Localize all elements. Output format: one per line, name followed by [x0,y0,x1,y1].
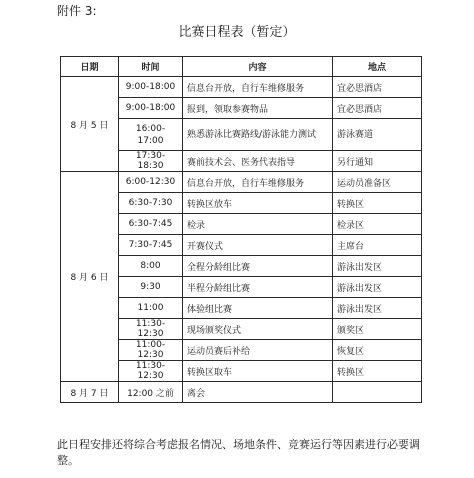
content-cell: 体验组比赛 [183,298,333,319]
location-cell: 游泳赛道 [333,119,422,151]
content-cell: 离会 [183,382,333,403]
time-cell: 17:30-18:30 [119,151,183,172]
header-content: 内容 [183,57,333,77]
time-cell: 11:30-12:30 [119,361,183,382]
date-cell: 8 月 7 日 [61,382,119,403]
time-cell: 9:00-18:00 [119,77,183,98]
content-cell: 报到，领取参赛物品 [183,98,333,119]
header-location: 地点 [333,57,422,77]
date-cell: 8 月 6 日 [61,172,119,382]
time-cell: 9:30 [119,277,183,298]
table-header-row [61,57,422,77]
page-title: 比赛日程表（暂定） [178,25,296,40]
location-cell: 颁奖区 [333,319,422,340]
content-cell: 信息台开放，自行车维修服务 [183,172,333,193]
location-cell: 另行通知 [333,151,422,172]
location-cell: 转换区 [333,193,422,214]
time-cell: 6:00-12:30 [119,172,183,193]
location-cell [333,382,422,403]
content-cell: 运动员赛后补给 [183,340,333,361]
content-cell: 赛前技术会、医务代表指导 [183,151,333,172]
location-cell: 转换区 [333,361,422,382]
content-cell: 半程分龄组比赛 [183,277,333,298]
time-cell: 11:30-12:30 [119,319,183,340]
time-cell: 9:00-18:00 [119,98,183,119]
content-cell: 全程分龄组比赛 [183,256,333,277]
content-cell: 开赛仪式 [183,235,333,256]
table-row [61,77,422,98]
header-time: 时间 [119,57,183,77]
time-cell: 8:00 [119,256,183,277]
location-cell: 检录区 [333,214,422,235]
location-cell: 运动员准备区 [333,172,422,193]
location-cell: 宜必思酒店 [333,77,422,98]
time-cell: 6:30-7:45 [119,214,183,235]
content-cell: 熟悉游泳比赛路线/游泳能力测试 [183,119,333,151]
location-cell: 恢复区 [333,340,422,361]
date-cell: 8 月 5 日 [61,77,119,172]
location-cell: 游泳出发区 [333,298,422,319]
time-cell: 16:00-17:00 [119,119,183,151]
location-cell: 游泳出发区 [333,256,422,277]
time-cell: 12:00 之前 [119,382,183,403]
schedule-table [60,56,422,403]
table-row [61,382,422,403]
time-cell: 7:30-7:45 [119,235,183,256]
time-cell: 11:00 [119,298,183,319]
attachment-label: 附件 3: [57,4,97,18]
content-cell: 检录 [183,214,333,235]
location-cell: 游泳出发区 [333,277,422,298]
table-row [61,172,422,193]
content-cell: 现场颁奖仪式 [183,319,333,340]
schedule-note: 此日程安排还将综合考虑报名情况、场地条件、竞赛运行等因素进行必要调整。 [57,438,420,467]
header-date: 日期 [61,57,119,77]
content-cell: 转换区取车 [183,361,333,382]
content-cell: 信息台开放，自行车维修服务 [183,77,333,98]
time-cell: 11:00-12:30 [119,340,183,361]
location-cell: 宜必思酒店 [333,98,422,119]
location-cell: 主席台 [333,235,422,256]
time-cell: 6:30-7:30 [119,193,183,214]
content-cell: 转换区放车 [183,193,333,214]
